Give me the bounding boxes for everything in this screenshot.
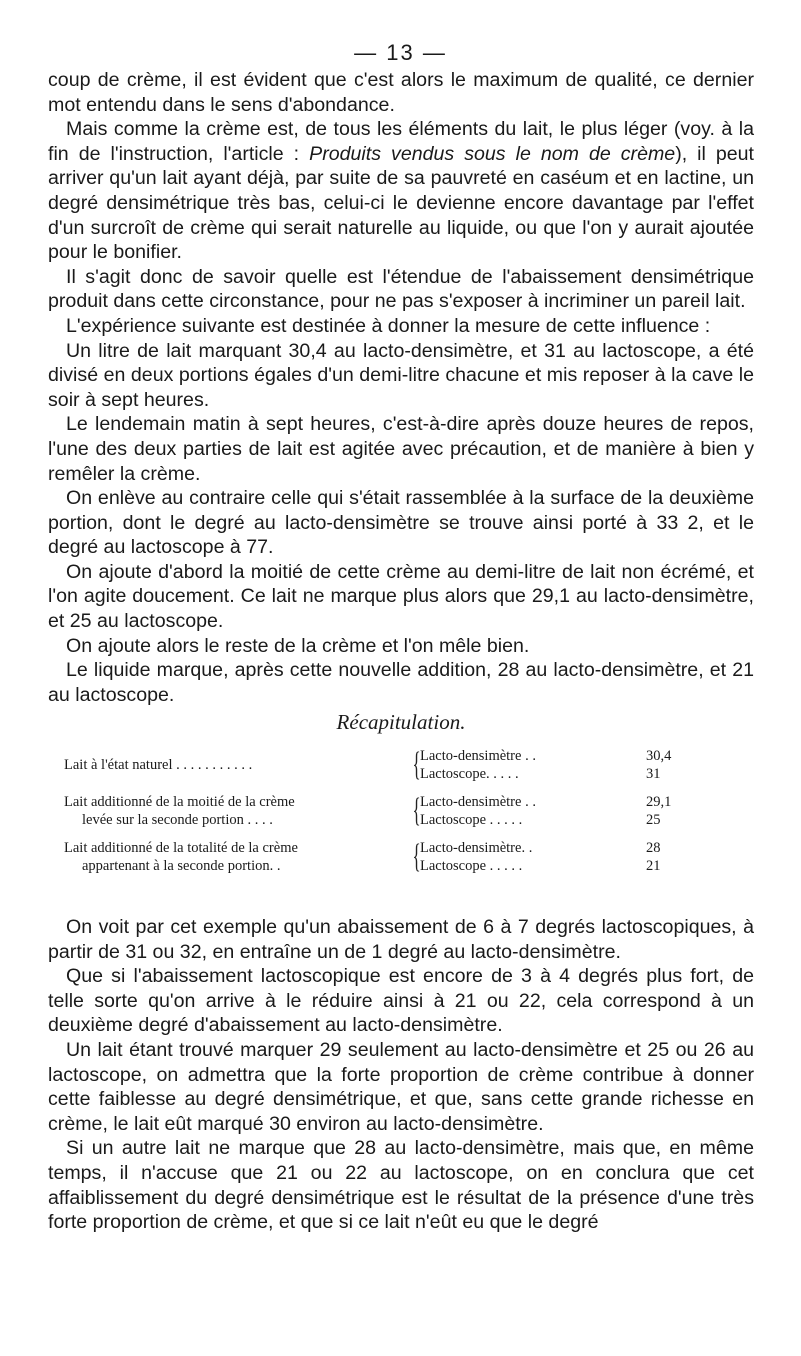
measure-line bbox=[420, 747, 754, 765]
measure-line bbox=[420, 793, 754, 811]
measure-name: Lacto-densimètre. . bbox=[420, 840, 533, 856]
measure-value: 28 bbox=[646, 840, 661, 856]
measure-name: Lacto-densimètre . . bbox=[420, 748, 536, 764]
paragraph-example-result: On voit par cet exemple qu'un abaissement de 6 à 7 degrés lactoscopiques, à partir de 31 ou 32, en entraîne un de 1 degré au lacto-densimètre. bbox=[48, 916, 754, 963]
recapitulation-table bbox=[48, 710, 754, 885]
paragraph-rest-added: On ajoute alors le reste de la crème et l'on mêle bien. bbox=[66, 634, 530, 657]
recap-label-line: Lait additionné de la totalité de la crème bbox=[64, 840, 298, 856]
paragraph-cream-removed: On enlève au contraire celle qui s'était rassemblée à la surface de la deuxième portion, dont le degré au lacto-densimètre se trouve ainsi porté à 33 2, et le degré au lactoscope à 77. bbox=[48, 487, 754, 559]
recap-label-line-continued: appartenant à la seconde portion. . bbox=[82, 858, 281, 874]
brace-glyph: { bbox=[412, 792, 421, 829]
recap-label-line-continued: levée sur la seconde portion . . . . bbox=[82, 812, 273, 828]
main-text bbox=[48, 68, 754, 707]
paragraph-cream-lightness-end: ), il peut arriver qu'un lait ayant déjà, par suite de sa pauvreté en caséum et en lactine, un degré densimétrique très bas, celui-ci le devienne encore davantage par l'effet d'un surcroît de crème qui serait naturelle au liquide, ou que l'on y aurait ajoutée pour le bonifier. bbox=[48, 142, 754, 264]
paragraph-cream-lightness-start: Mais comme la crème est, de tous les éléments du lait, le plus léger (voy. à la fin de l'instruction, l'article : bbox=[48, 118, 754, 165]
paragraph-purpose: Il s'agit donc de savoir quelle est l'étendue de l'abaissement densimétrique produit dans cette circonstance, pour ne pas s'exposer à incriminer un pareil lait. bbox=[48, 265, 754, 313]
recap-measures bbox=[420, 747, 754, 783]
measure-line bbox=[420, 857, 754, 875]
measure-name: Lactoscope. . . . . bbox=[420, 766, 519, 782]
recap-row bbox=[48, 793, 754, 829]
paragraph-liter-divided: Un litre de lait marquant 30,4 au lacto-densimètre, et 31 au lactoscope, a été divisé en deux portions égales d'un demi-litre chacune et mis reposer à la cave le soir à sept heures. bbox=[48, 339, 754, 411]
recap-row-label bbox=[48, 756, 410, 774]
brace-glyph: { bbox=[412, 838, 421, 875]
measure-line bbox=[420, 811, 754, 829]
recap-label-line: Lait additionné de la moitié de la crème bbox=[64, 794, 295, 810]
measure-value: 31 bbox=[646, 766, 661, 782]
recap-row bbox=[48, 747, 754, 783]
measure-value: 25 bbox=[646, 812, 661, 828]
measure-line bbox=[420, 839, 754, 857]
conclusion-text bbox=[48, 915, 754, 1235]
recap-label-line: Lait à l'état naturel . . . . . . . . . . . bbox=[64, 757, 253, 773]
paragraph-stronger-drop: Que si l'abaissement lactoscopique est encore de 3 à 4 degrés plus fort, de telle sorte qu'on arrive à le réduire ainsi à 21 ou 22, cela correspond à un deuxième degré d'abaissement au lacto-densimètre. bbox=[48, 965, 754, 1037]
paragraph-half-cream-added: On ajoute d'abord la moitié de cette crème au demi-litre de lait non écrémé, et l'on agite doucement. Ce lait ne marque plus alors que 29,1 au lacto-densimètre, et 25 au lactoscope. bbox=[48, 560, 754, 633]
recap-row-label bbox=[48, 839, 410, 875]
measure-value: 21 bbox=[646, 858, 661, 874]
paragraph-experience-intro: L'expérience suivante est destinée à donner la mesure de cette influence : bbox=[66, 314, 711, 337]
recap-row bbox=[48, 839, 754, 875]
brace-glyph: { bbox=[412, 746, 421, 783]
recap-title: Récapitulation. bbox=[336, 710, 466, 734]
paragraph-final-reading: Le liquide marque, après cette nouvelle addition, 28 au lacto-densimètre, et 21 au lactoscope. bbox=[48, 659, 754, 706]
paragraph-milk-28: Si un autre lait ne marque que 28 au lacto-densimètre, mais que, en même temps, il n'accuse que 21 ou 22 au lactoscope, on en conclura que cet affaiblissement du degré densimétrique est le résultat de la présence d'une très forte proportion de crème, et que si ce lait n'eût eu que le degré bbox=[48, 1137, 754, 1234]
paragraph-continuation: coup de crème, il est évident que c'est alors le maximum de qualité, ce dernier mot entendu dans le sens d'abondance. bbox=[48, 69, 754, 116]
paragraph-cream-lightness bbox=[48, 117, 754, 265]
recap-row-label bbox=[48, 793, 410, 829]
measure-name: Lactoscope . . . . . bbox=[420, 858, 523, 874]
measure-name: Lactoscope . . . . . bbox=[420, 812, 523, 828]
paragraph-milk-29: Un lait étant trouvé marquer 29 seulement au lacto-densimètre et 25 ou 26 au lactoscope, on admettra que la forte proportion de crème contribue à donner cette faiblesse au degré densimétrique, et que, sans cette grande richesse en crème, le lait eût marqué 30 environ au lacto-densimètre. bbox=[48, 1038, 754, 1135]
recap-measures bbox=[420, 839, 754, 875]
measure-name: Lacto-densimètre . . bbox=[420, 794, 536, 810]
measure-value: 30,4 bbox=[646, 748, 672, 764]
article-reference: Produits vendus sous le nom de crème bbox=[309, 142, 676, 165]
paragraph-next-morning: Le lendemain matin à sept heures, c'est-à-dire après douze heures de repos, l'une des deux parties de lait est agitée avec précaution, et de manière à bien y remêler la crème. bbox=[48, 413, 754, 485]
page-number: — 13 — bbox=[354, 40, 447, 65]
measure-line bbox=[420, 765, 754, 783]
recap-measures bbox=[420, 793, 754, 829]
measure-value: 29,1 bbox=[646, 794, 672, 810]
